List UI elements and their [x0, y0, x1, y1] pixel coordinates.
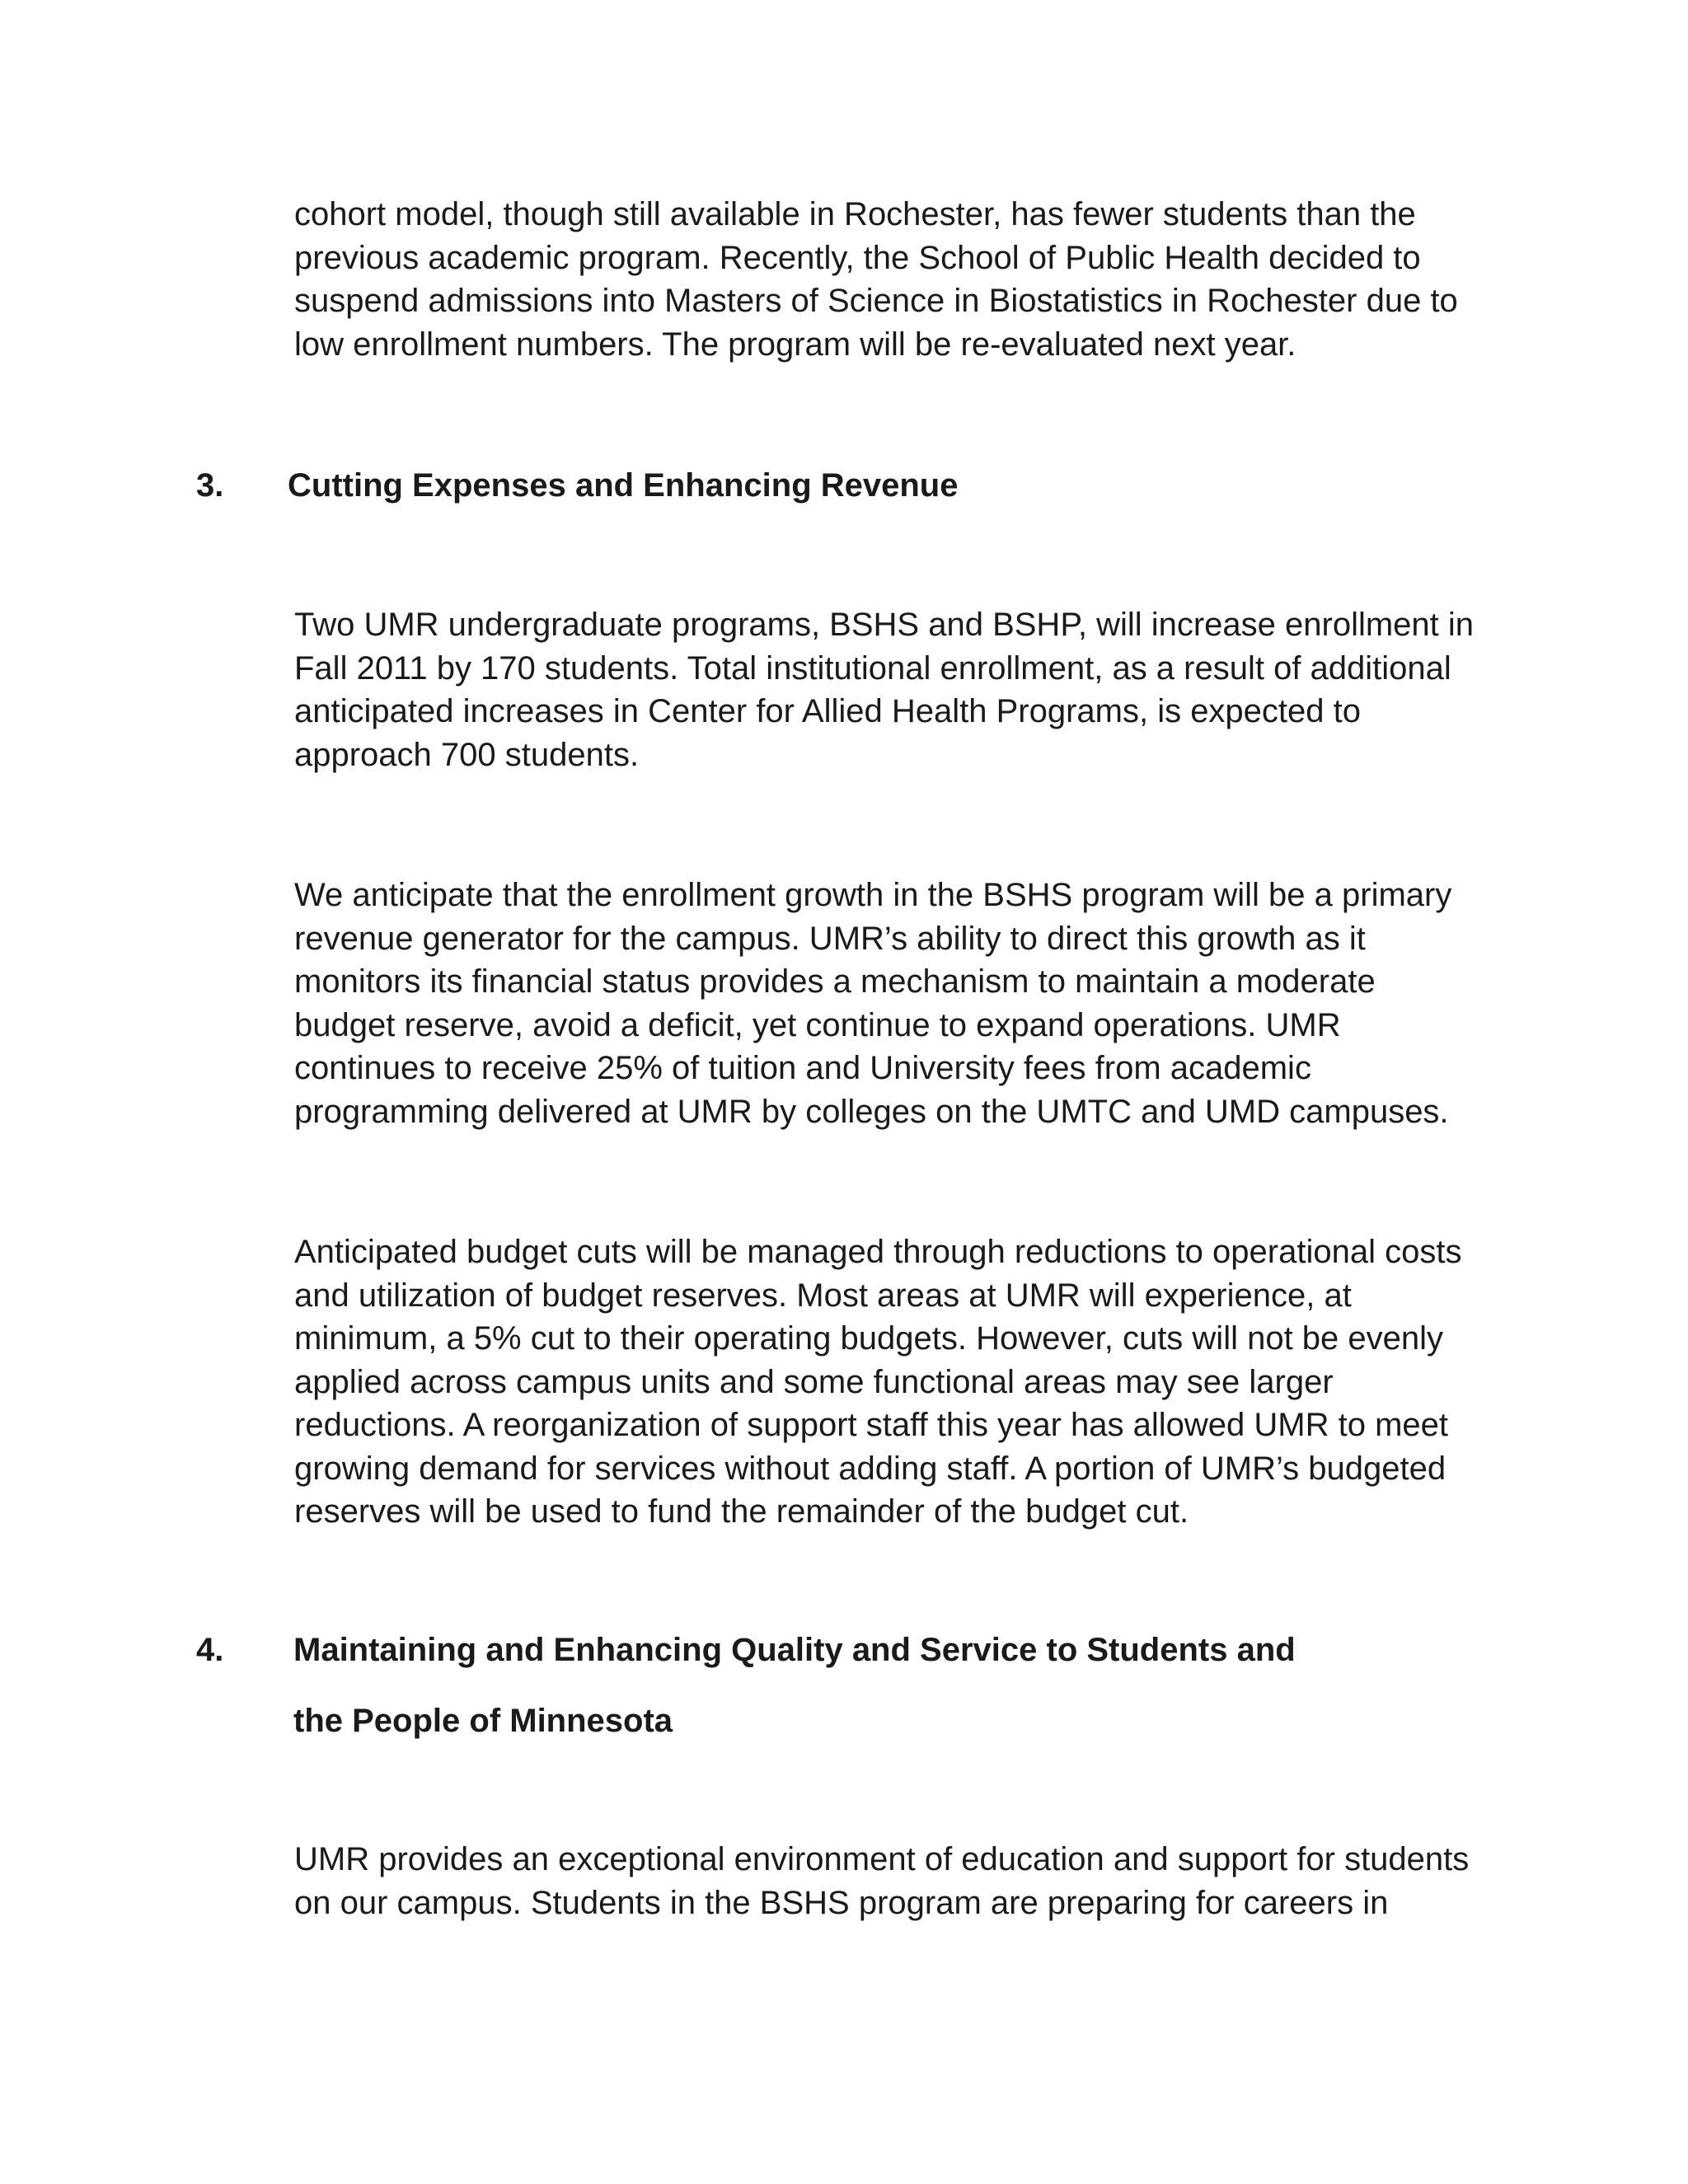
paragraph-line: monitors its financial status provides a mechanism to maintain a moderate [294, 963, 1376, 1000]
paragraph-line: reductions. A reorganization of support staff this year has allowed UMR to meet [294, 1407, 1448, 1443]
paragraph-line: low enrollment numbers. The program will be re-evaluated next year. [294, 326, 1296, 363]
paragraph-line: previous academic program. Recently, the School of Public Health decided to [294, 239, 1421, 276]
paragraph-line: anticipated increases in Center for Allied Health Programs, is expected to [294, 693, 1362, 729]
paragraph-line: We anticipate that the enrollment growth in the BSHS program will be a primary [294, 877, 1452, 913]
paragraph-line: Fall 2011 by 170 students. Total institutional enrollment, as a result of additional [294, 649, 1451, 687]
section-title: Cutting Expenses and Enhancing Revenue [288, 467, 959, 504]
section-title-line: the People of Minnesota [293, 1703, 673, 1739]
paragraph-line: growing demand for services without adding staff. A portion of UMR’s budgeted [294, 1450, 1447, 1487]
paragraph-line: budget reserve, avoid a deficit, yet continue to expand operations. UMR [294, 1006, 1341, 1043]
paragraph-line: programming delivered at UMR by colleges on the UMTC and UMD campuses. [294, 1093, 1449, 1130]
paragraph-revenue-generator [294, 874, 1451, 1133]
paragraph-line: UMR provides an exceptional environment of education and support for students [294, 1841, 1470, 1877]
paragraph-line: revenue generator for the campus. UMR’s ability to direct this growth as it [294, 920, 1366, 957]
paragraph-cohort-model [294, 193, 1458, 366]
paragraph-enrollment-increase [294, 603, 1474, 776]
paragraph-line: cohort model, though still available in Rochester, has fewer students than the [294, 196, 1416, 232]
paragraph-line: applied across campus units and some functional areas may see larger [294, 1363, 1334, 1400]
paragraph-line: approach 700 students. [294, 736, 640, 773]
paragraph-line: suspend admissions into Masters of Science in Biostatistics in Rochester due to [294, 283, 1458, 319]
paragraph-line: Anticipated budget cuts will be managed through reductions to operational costs [294, 1234, 1462, 1270]
paragraph-budget-cuts [294, 1230, 1461, 1534]
paragraph-line: continues to receive 25% of tuition and University fees from academic [294, 1050, 1311, 1086]
paragraph-line: Two UMR undergraduate programs, BSHS and BSHP, will increase enrollment in [294, 607, 1475, 643]
paragraph-line: minimum, a 5% cut to their operating budgets. However, cuts will not be evenly [294, 1320, 1444, 1357]
section-number: 4. [196, 1632, 224, 1668]
paragraph-line: on our campus. Students in the BSHS program are preparing for careers in [294, 1884, 1389, 1921]
paragraph-line: and utilization of budget reserves. Most areas at UMR will experience, at [294, 1277, 1352, 1314]
section-number: 3. [196, 467, 224, 504]
paragraph-line: reserves will be used to fund the remainder of the budget cut. [294, 1493, 1189, 1530]
section-title-line: Maintaining and Enhancing Quality and Service to Students and [293, 1632, 1296, 1668]
paragraph-umr-environment [294, 1838, 1469, 1924]
